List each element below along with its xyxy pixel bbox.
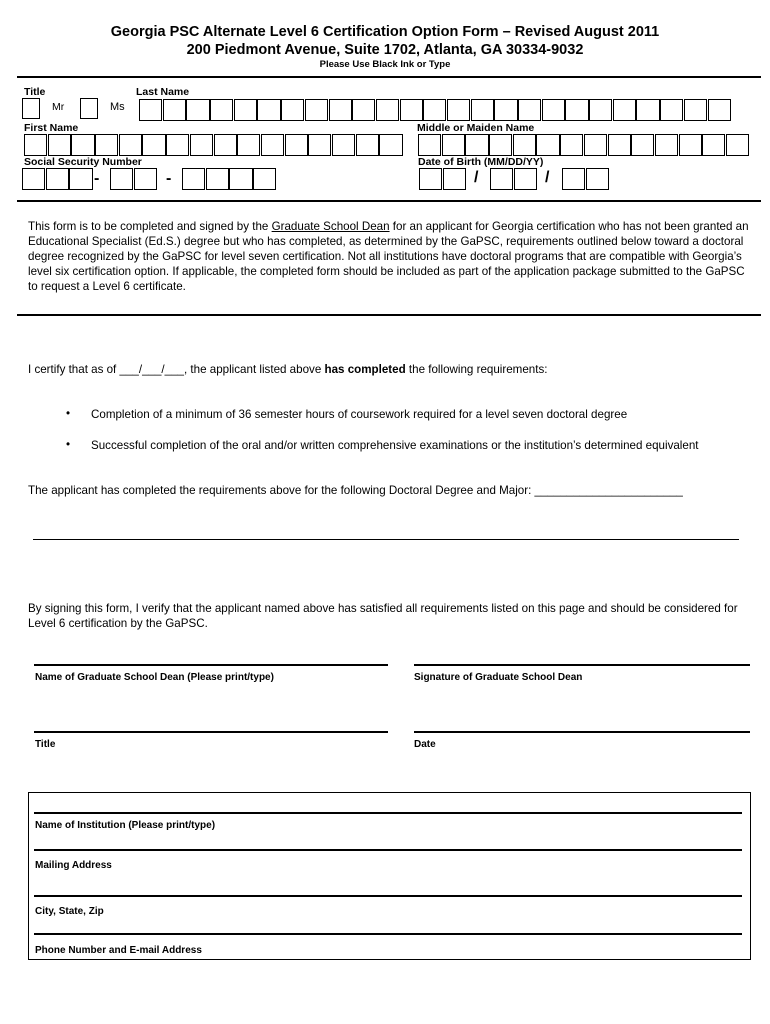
dob-year-boxes[interactable] [562, 168, 609, 190]
degree-statement[interactable]: The applicant has completed the requirements above for the following Doctoral Degree and Major: _______________________ [28, 484, 683, 497]
middle-name-boxes[interactable] [418, 134, 750, 156]
requirement-item: Completion of a minimum of 36 semester hours of coursework required for a level seven doctoral degree [91, 408, 628, 421]
form-title: Georgia PSC Alternate Level 6 Certification Option Form – Revised August 2011 [110, 24, 660, 40]
mailing-address-line[interactable] [34, 849, 742, 851]
first-name-boxes[interactable] [24, 134, 403, 156]
intro-divider [17, 314, 761, 316]
mailing-address-label: Mailing Address [35, 860, 112, 871]
requirement-bullet: • [66, 407, 71, 420]
dob-label: Date of Birth (MM/DD/YY) [418, 156, 544, 168]
phone-email-label: Phone Number and E-mail Address [35, 945, 202, 956]
certify-statement: I certify that as of ___/___/___, the applicant listed above has completed the following requirements: [28, 363, 548, 376]
last-name-label: Last Name [136, 86, 190, 98]
date-line[interactable] [414, 731, 750, 733]
dean-signature-line[interactable] [414, 664, 750, 666]
date-label: Date [414, 739, 436, 750]
form-address: 200 Piedmont Avenue, Suite 1702, Atlanta, GA 30334-9032 [186, 42, 584, 58]
applicant-divider [17, 200, 761, 202]
dean-title-label: Title [35, 739, 56, 750]
ssn-dash-1: - [94, 170, 100, 187]
ssn-dash-2: - [166, 170, 172, 187]
first-name-label: First Name [24, 122, 79, 134]
dob-slash-1: / [474, 169, 479, 186]
ssn-label: Social Security Number [24, 156, 142, 168]
requirement-item: Successful completion of the oral and/or written comprehensive examinations or the institution’s determined equivalent [91, 439, 699, 452]
phone-email-line[interactable] [34, 933, 742, 935]
ms-checkbox[interactable] [80, 98, 98, 119]
dean-name-line[interactable] [34, 664, 388, 666]
verify-statement: By signing this form, I verify that the applicant named above has satisfied all requirements listed on this page and should be considered for Level 6 certification by the GaPSC. [28, 602, 738, 630]
requirement-bullet: • [66, 438, 71, 451]
dean-title-line[interactable] [34, 731, 388, 733]
dob-day-boxes[interactable] [490, 168, 537, 190]
degree-major-line[interactable] [33, 539, 739, 540]
city-state-zip-line[interactable] [34, 895, 742, 897]
ssn-group-boxes[interactable] [110, 168, 157, 190]
title-label: Title [24, 86, 46, 98]
header-divider [17, 76, 761, 78]
form-instruction: Please Use Black Ink or Type [319, 59, 451, 70]
ssn-serial-boxes[interactable] [182, 168, 277, 190]
graduate-school-dean-link: Graduate School Dean [271, 220, 390, 233]
certify-date-blank[interactable]: ___/___/___ [119, 363, 184, 376]
dob-month-boxes[interactable] [419, 168, 466, 190]
ms-label: Ms [110, 101, 125, 113]
city-state-zip-label: City, State, Zip [35, 906, 104, 917]
last-name-boxes[interactable] [139, 99, 731, 121]
institution-name-line[interactable] [34, 812, 742, 814]
middle-name-label: Middle or Maiden Name [417, 122, 535, 134]
mr-checkbox[interactable] [22, 98, 40, 119]
dean-name-label: Name of Graduate School Dean (Please print/type) [35, 672, 274, 683]
mr-label: Mr [52, 101, 65, 113]
intro-paragraph: This form is to be completed and signed by the Graduate School Dean for an applicant for Georgia certification who has not been granted an Educational Specialist (Ed.S.) degree but who has completed, as determined by the GaPSC, requirements outlined below toward a doctoral degree recognized by the GaPSC for level seven certification. Not all institutions have doctoral programs that are compatible with Georgia’s level six certification option. If applicable, the completed form should be included as part of the application package submitted to the GaPSC to request a Level 6 certificate. [28, 220, 749, 293]
dean-signature-label: Signature of Graduate School Dean [414, 672, 583, 683]
institution-name-label: Name of Institution (Please print/type) [35, 820, 216, 831]
dob-slash-2: / [545, 169, 550, 186]
ssn-area-boxes[interactable] [22, 168, 93, 190]
